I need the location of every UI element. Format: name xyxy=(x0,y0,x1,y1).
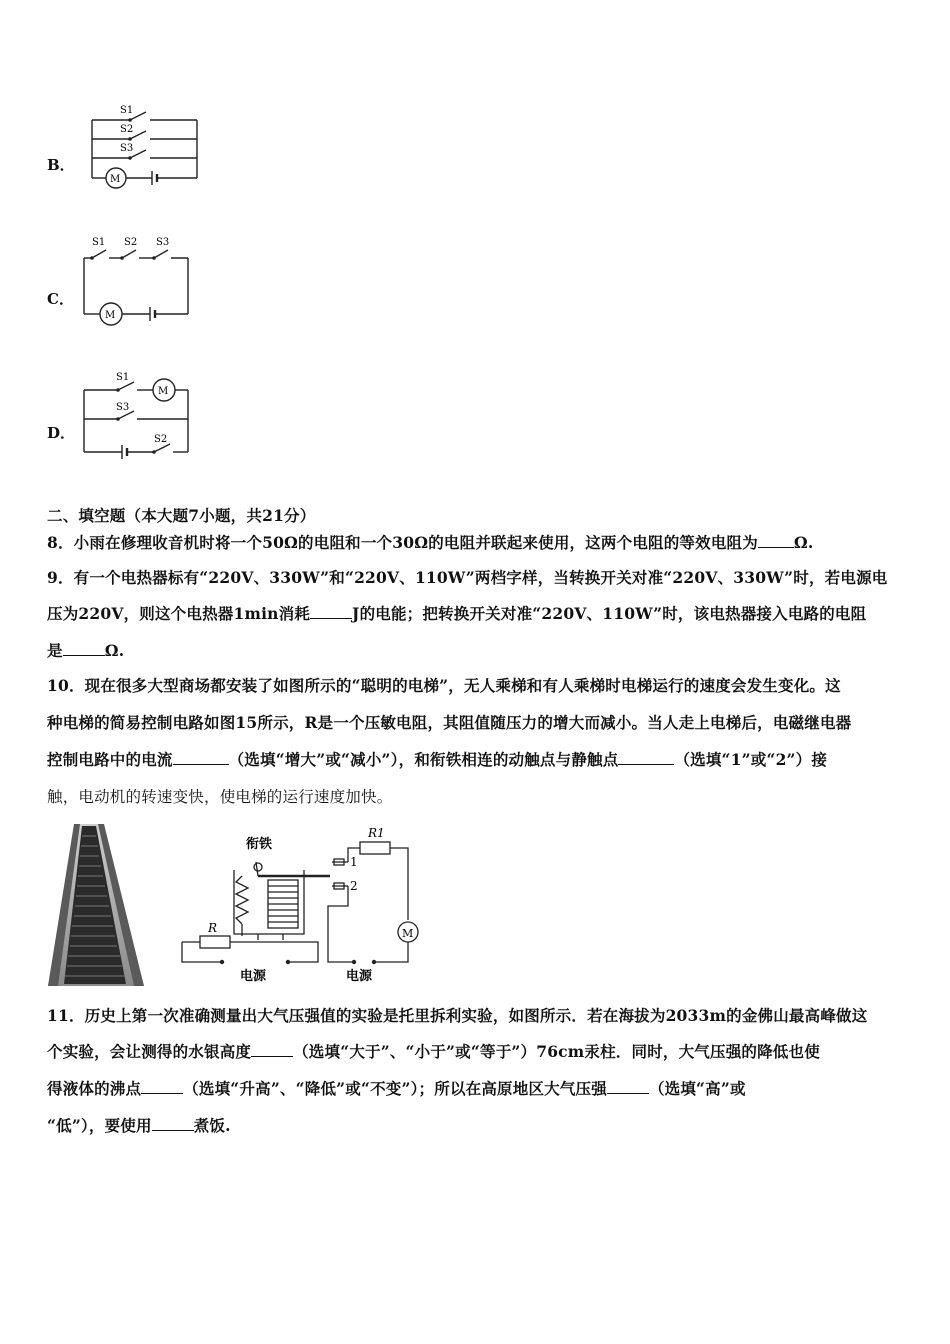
contact-1-label: 1 xyxy=(350,855,358,869)
q11-text-g: 煮饭. xyxy=(193,1116,231,1135)
motor-label: M xyxy=(110,174,121,185)
option-c-label: C． xyxy=(47,290,74,308)
q11-blank-2 xyxy=(141,1092,183,1094)
r-label: R xyxy=(208,921,218,935)
q11-line-2 xyxy=(47,1040,820,1062)
switch-s2-label: S2 xyxy=(154,434,168,445)
section-title: 二、填空题（本大题7小题，共21分） xyxy=(47,506,316,525)
q9-text-b: J的电能；把转换开关对准“220V、110W”时，该电热器接入电路的电阻 xyxy=(352,604,867,623)
q8-blank xyxy=(758,546,794,548)
switch-s2-label: S2 xyxy=(124,237,138,248)
power-source-2-label: 电源 xyxy=(346,969,373,984)
q9-text-c: 是 xyxy=(47,641,63,660)
motor-label: M xyxy=(105,310,116,321)
q9-text-a: 压为220V，则这个电热器1min消耗 xyxy=(47,604,311,623)
switch-s1-label: S1 xyxy=(116,372,130,383)
q9-blank-2 xyxy=(63,654,105,656)
switch-s1-label: S1 xyxy=(92,237,106,248)
q10-line-1: 10．现在很多大型商场都安装了如图所示的“聪明的电梯”，无人乘梯和有人乘梯时电梯运行的速度会发生变化。这 xyxy=(47,676,841,695)
question-8 xyxy=(47,531,814,553)
q11-text-c: 得液体的沸点 xyxy=(47,1079,142,1098)
q9-line-3 xyxy=(47,639,124,661)
switch-s3-label: S3 xyxy=(116,402,130,413)
q8-tail: Ω. xyxy=(793,533,814,552)
relay-circuit-diagram xyxy=(178,822,423,990)
q11-blank-4 xyxy=(152,1129,194,1131)
q11-blank-3 xyxy=(607,1092,649,1094)
q11-line-1: 11．历史上第一次准确测量出大气压强值的实验是托里拆利实验，如图所示．若在海拔为2033m的金佛山最高峰做这 xyxy=(47,1006,868,1025)
q10-line-3 xyxy=(47,748,827,770)
q11-line-3 xyxy=(47,1077,746,1099)
q10-text-b: （选填“增大”或“减小”），和衔铁相连的动触点与静触点 xyxy=(228,750,619,769)
q11-text-b: （选填“大于”、“小于”或“等于”）76cm汞柱．同时，大气压强的降低也使 xyxy=(293,1042,820,1061)
switch-s1-label: S1 xyxy=(120,105,134,116)
circuit-diagram-b xyxy=(82,100,207,195)
q11-text-a: 个实验，会让测得的水银高度 xyxy=(47,1042,252,1061)
q8-text: 8．小雨在修理收音机时将一个50Ω的电阻和一个30Ω的电阻并联起来使用，这两个电阻的等效电阻为 xyxy=(47,533,758,552)
q11-blank-1 xyxy=(251,1055,293,1057)
motor-label: M xyxy=(402,927,414,940)
switch-s3-label: S3 xyxy=(156,237,170,248)
q11-text-f: “低”），要使用 xyxy=(47,1116,152,1135)
q9-text-d: Ω. xyxy=(104,641,125,660)
q10-blank-2 xyxy=(618,763,674,765)
motor-label: M xyxy=(158,386,169,397)
q10-text-a: 控制电路中的电流 xyxy=(47,750,173,769)
q10-blank-1 xyxy=(173,763,229,765)
r1-label: R1 xyxy=(368,826,385,840)
q11-text-d: （选填“升高”、“降低”或“不变”）；所以在高原地区大气压强 xyxy=(183,1079,607,1098)
contact-2-label: 2 xyxy=(350,879,358,893)
armature-label: 衔铁 xyxy=(246,837,273,852)
option-b-label: B． xyxy=(47,156,75,174)
q10-line-2: 种电梯的简易控制电路如图15所示，R是一个压敏电阻，其阻值随压力的增大而减小。当人走上电梯后，电磁继电器 xyxy=(47,713,852,732)
circuit-diagram-c xyxy=(78,232,198,328)
q10-text-c: （选填“1”或“2”）接 xyxy=(674,750,828,769)
q9-blank-1 xyxy=(310,617,352,619)
escalator-photo xyxy=(46,820,146,990)
q11-text-e: （选填“高”或 xyxy=(648,1079,746,1098)
q9-line-2 xyxy=(47,602,866,624)
switch-s2-label: S2 xyxy=(120,124,134,135)
q11-line-4 xyxy=(47,1114,231,1136)
circuit-diagram-d xyxy=(78,366,203,462)
switch-s3-label: S3 xyxy=(120,143,134,154)
q9-line-1: 9．有一个电热器标有“220V、330W”和“220V、110W”两档字样，当转换开关对准“220V、330W”时，若电源电 xyxy=(47,568,888,587)
option-d-label: D． xyxy=(47,424,76,442)
power-source-1-label: 电源 xyxy=(240,969,267,984)
q10-line-4: 触，电动机的转速变快，使电梯的运行速度加快。 xyxy=(47,788,393,806)
